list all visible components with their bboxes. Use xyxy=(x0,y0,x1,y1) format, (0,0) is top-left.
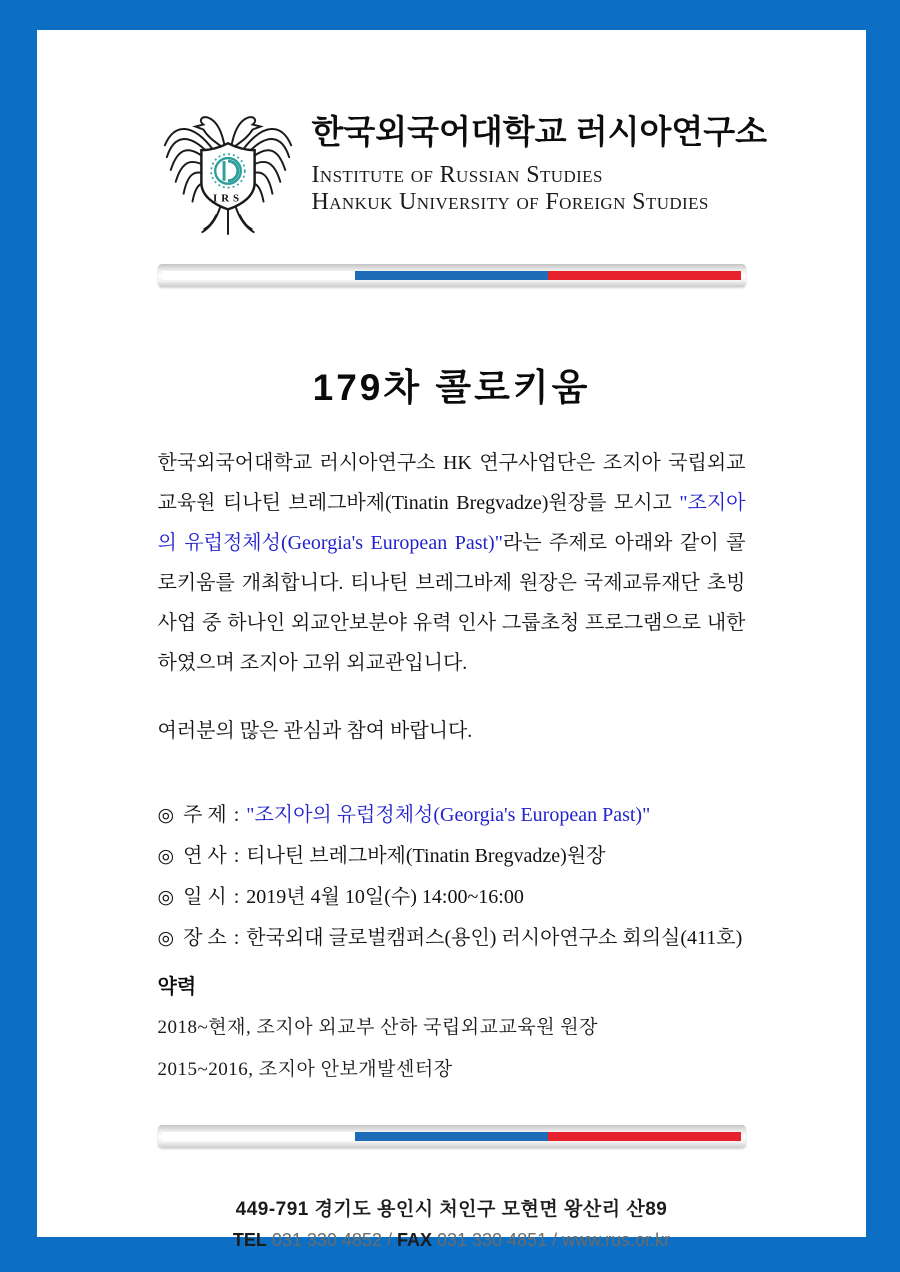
logo-monogram: IRS xyxy=(212,192,243,205)
institute-name-english-line2: Hankuk University of Foreign Studies xyxy=(311,189,709,215)
bio-item: 2018~현재, 조지아 외교부 산하 국립외교교육원 원장 xyxy=(157,1017,599,1038)
bullet-icon: ◎ xyxy=(157,887,175,908)
detail-label: 일 시 xyxy=(183,886,227,908)
tricolor-divider-bottom xyxy=(158,1125,746,1148)
irs-eagle-logo xyxy=(158,94,298,242)
flag-stripe-blue xyxy=(355,271,548,280)
detail-row-datetime xyxy=(158,877,746,918)
bio-heading: 약력 xyxy=(157,976,197,998)
contact-separator: / xyxy=(386,1230,397,1250)
detail-separator: : xyxy=(228,927,245,949)
invitation-line: 여러분의 많은 관심과 참여 바랍니다. xyxy=(157,720,473,742)
flag-stripe-white xyxy=(162,271,355,280)
flag-stripe-red xyxy=(548,1132,741,1141)
event-details xyxy=(158,795,746,959)
detail-row-topic xyxy=(158,795,746,836)
double-headed-eagle-icon xyxy=(158,94,298,237)
tricolor-divider-top xyxy=(158,264,746,287)
fax-number: 031 330 4851 xyxy=(431,1230,553,1250)
institute-name-korean: 한국외국어대학교 러시아연구소 xyxy=(311,113,767,150)
footer xyxy=(158,1194,746,1251)
event-title: 179차 콜로키움 xyxy=(312,367,591,408)
detail-separator: : xyxy=(228,886,245,908)
fax-label: FAX xyxy=(396,1230,432,1250)
document-content xyxy=(157,94,767,1251)
tel-number: 031 330 4852 xyxy=(266,1230,387,1250)
document-sheet xyxy=(37,30,866,1250)
tel-label: TEL xyxy=(232,1230,267,1250)
institute-name-english xyxy=(312,162,767,216)
bullet-icon: ◎ xyxy=(157,846,175,867)
detail-value-datetime: 2019년 4월 10일(수) 14:00~16:00 xyxy=(246,886,524,908)
detail-label: 주 제 xyxy=(183,804,227,826)
detail-separator: : xyxy=(228,804,245,826)
detail-separator: : xyxy=(228,845,245,867)
intro-segment: 라는 주제로 아래와 같이 콜로키움를 개최합니다. 티나틴 브레그바제 원장은 국제교류재단 초빙사업 중 하나인 외교안보분야 유력 인사 그룹초청 프로그램으로 내한하였으며 조지아 고위 외교관입니다. xyxy=(157,532,746,674)
detail-label: 연 사 xyxy=(183,845,227,867)
contact-separator: / xyxy=(552,1230,563,1250)
detail-label: 장 소 xyxy=(183,927,227,949)
bio-item: 2015~2016, 조지아 안보개발센터장 xyxy=(157,1059,453,1080)
institute-header xyxy=(158,94,767,242)
flag-stripe-white xyxy=(162,1132,355,1141)
bullet-icon: ◎ xyxy=(157,805,175,826)
footer-contact xyxy=(158,1230,746,1251)
institute-titles xyxy=(312,94,767,216)
detail-row-speaker xyxy=(158,836,746,877)
bullet-icon: ◎ xyxy=(157,928,175,949)
intro-paragraph xyxy=(158,443,746,683)
flag-stripe-red xyxy=(548,271,741,280)
intro-topic-highlight: "조지아의 유럽정체성(Georgia's European Past)" xyxy=(157,492,746,554)
footer-address: 449-791 경기도 용인시 처인구 모현면 왕산리 산89 xyxy=(235,1199,668,1220)
detail-value-topic: "조지아의 유럽정체성(Georgia's European Past)" xyxy=(246,804,651,826)
institute-name-english-line1: Institute of Russian Studies xyxy=(311,162,603,188)
flag-stripe-blue xyxy=(355,1132,548,1141)
intro-segment: 한국외국어대학교 러시아연구소 HK 연구사업단은 조지아 국립외교교육원 티나틴 브레그바제(Tinatin Bregvadze)원장를 모시고 xyxy=(157,452,746,514)
website-text: www.rus.or.kr xyxy=(562,1230,671,1250)
detail-row-venue xyxy=(158,918,746,959)
detail-value-speaker: 티나틴 브레그바제(Tinatin Bregvadze)원장 xyxy=(246,845,606,867)
detail-value-venue: 한국외대 글로벌캠퍼스(용인) 러시아연구소 회의실(411호) xyxy=(246,927,743,949)
